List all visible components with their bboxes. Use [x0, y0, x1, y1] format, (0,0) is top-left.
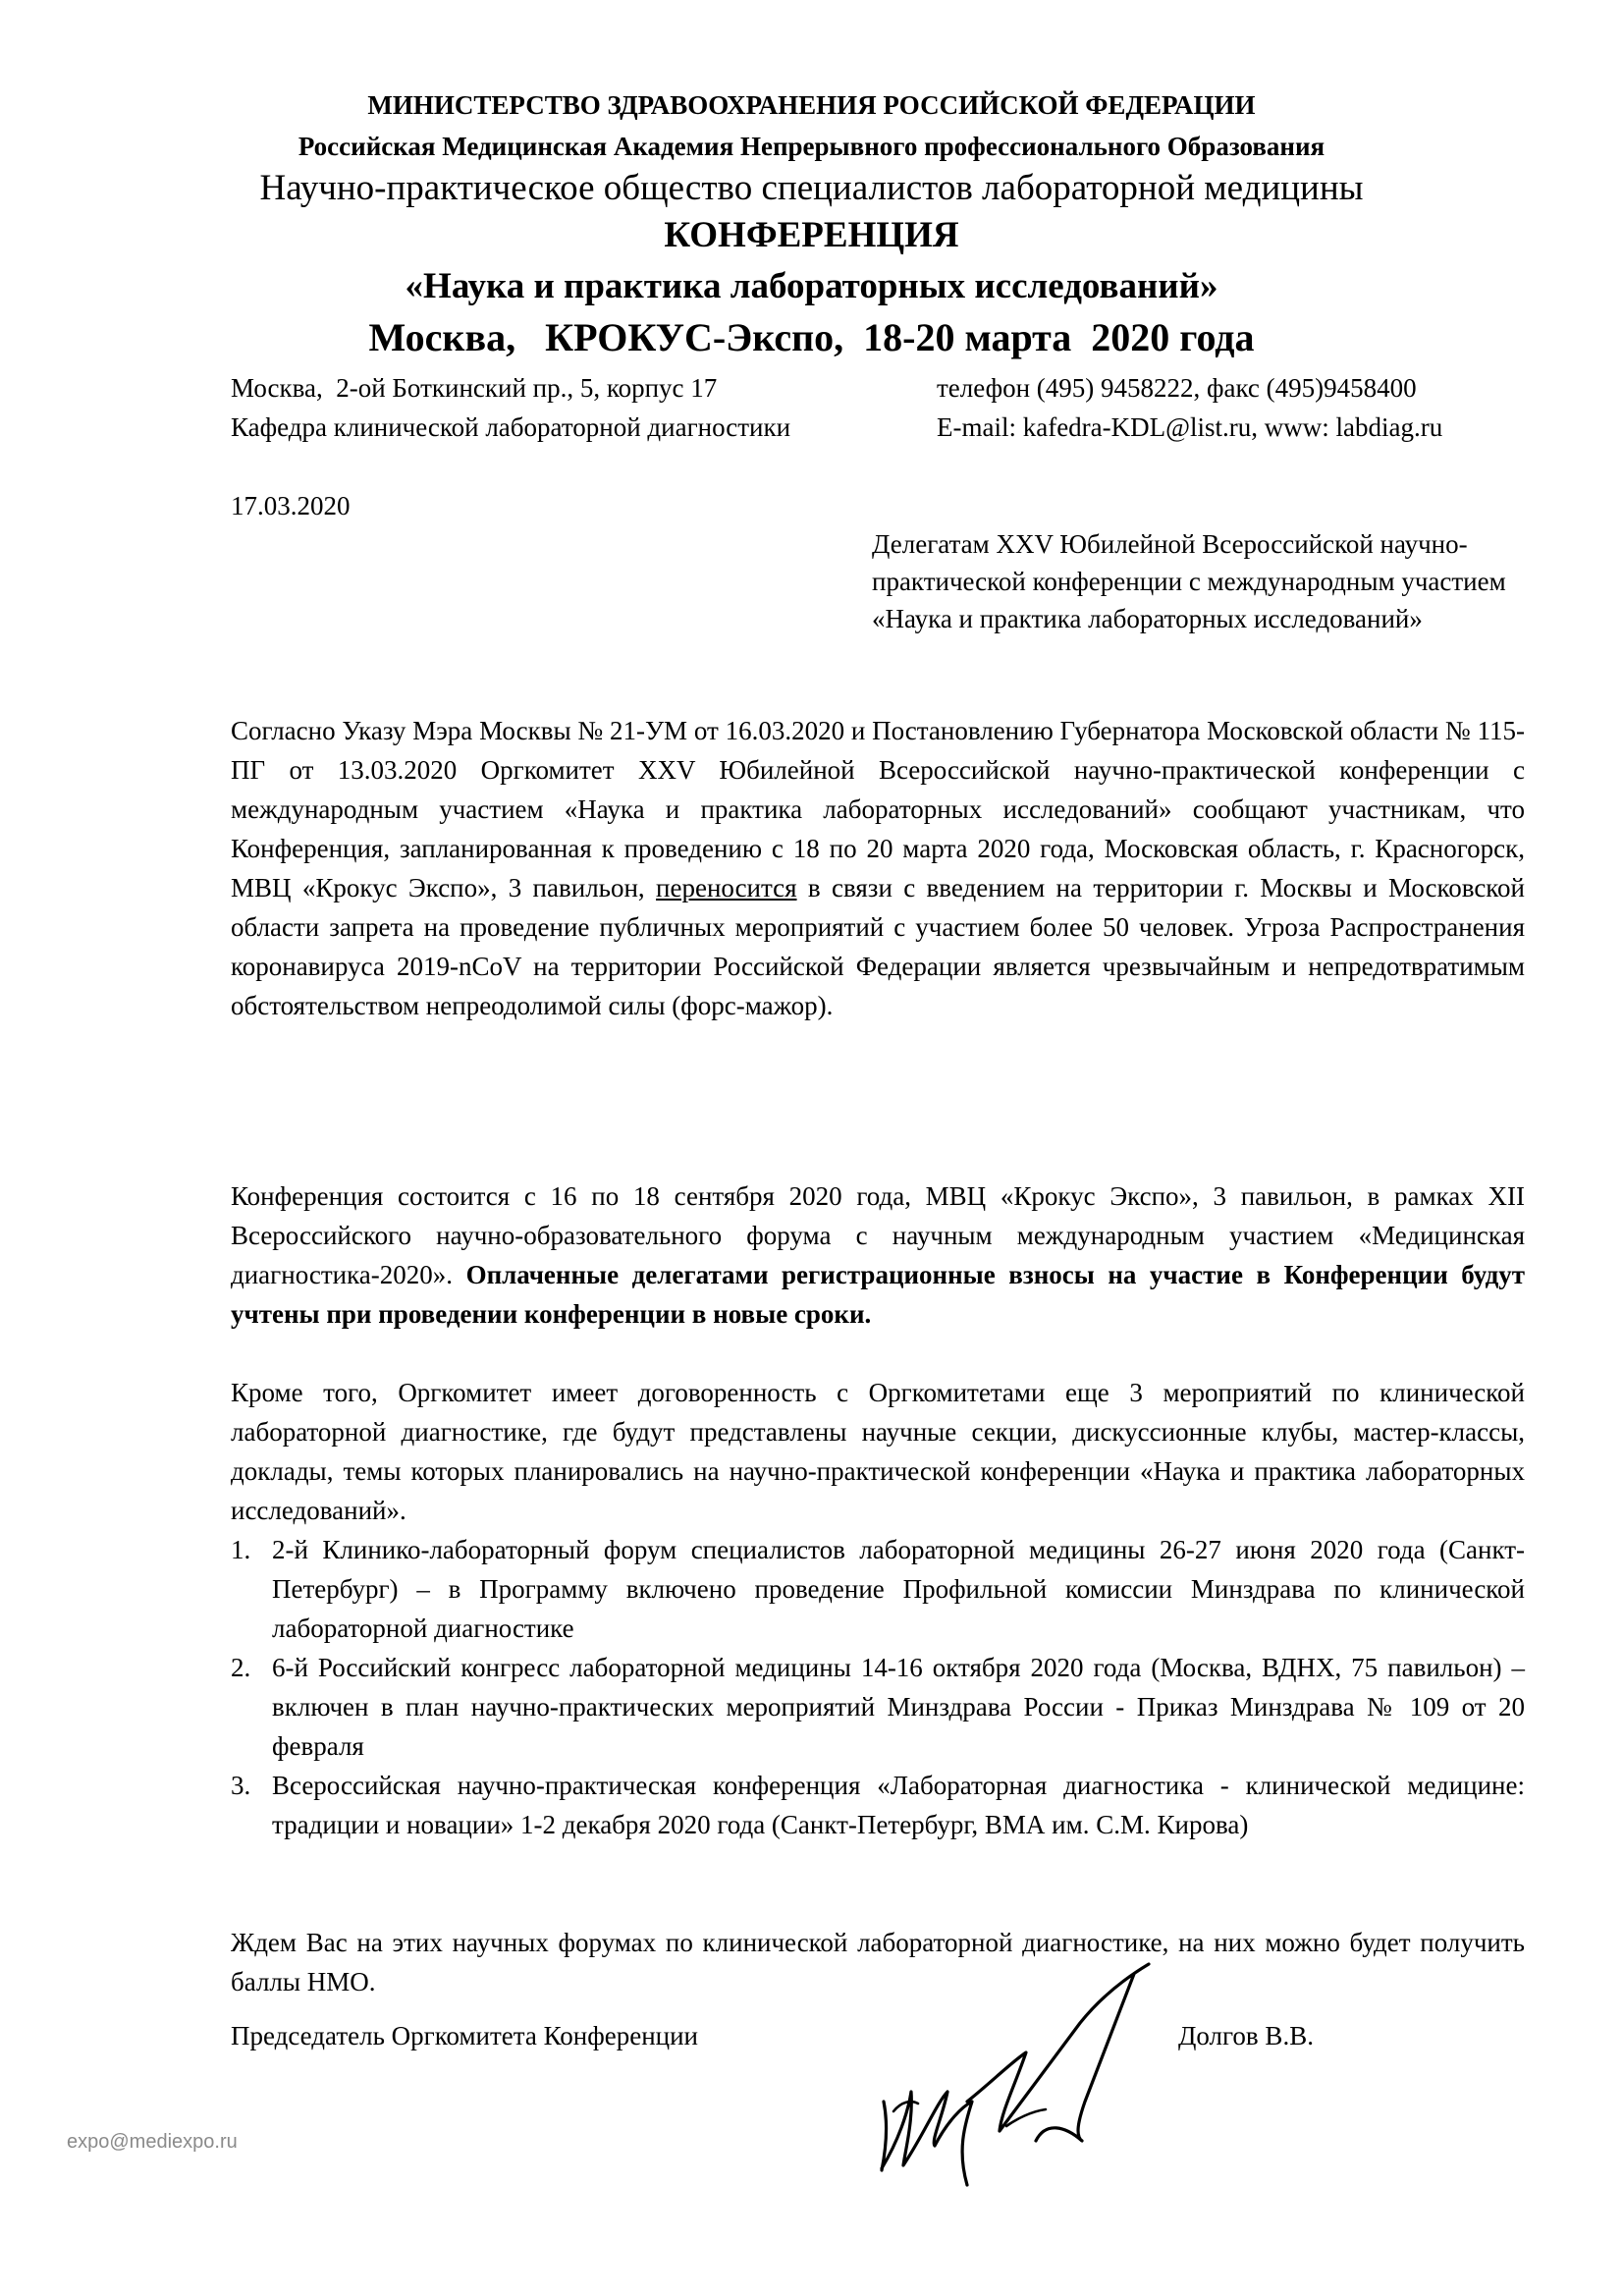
list-item-number: 1.	[231, 1535, 251, 1564]
department-line: Кафедра клинической лабораторной диагностики	[231, 412, 791, 442]
address-line: Москва, 2-ой Боткинский пр., 5, корпус 17	[231, 373, 718, 403]
signatory-name: Долгов В.В.	[1178, 2021, 1314, 2050]
fees-notice: Оплаченные делегатами регистрационные взносы на участие в Конференции будут учтены при проведении конференции в новые сроки.	[231, 1260, 1525, 1329]
addressee-block: Делегатам XXV Юбилейной Всероссийской научно-практической конференции с международным участием «Наука и практика лабораторных исследований»	[872, 529, 1506, 633]
events-list	[231, 1530, 1525, 1844]
handwritten-signature	[854, 1954, 1188, 2195]
list-item	[231, 1766, 1525, 1844]
paragraph-text: Согласно Указу Мэра Москвы № 21-УМ от 16.03.2020 и Постановлению Губернатора Московской области № 115-ПГ от 13.03.2020 Оргкомитет XXV Юбилейной Всероссийской научно-практической конференции с международным участием «Наука и практика лабораторных исследований» сообщают участникам, что Конференция, запланированная к проведению с 18 по 20 марта 2020 года, Московская область, г. Красногорск, МВЦ «Крокус Экспо», 3 павильон,	[231, 716, 1525, 902]
list-item-number: 2.	[231, 1653, 251, 1682]
email-web-line: E-mail: kafedra-KDL@list.ru, www: labdiag.ru	[937, 412, 1443, 442]
paragraph-other-events: Кроме того, Оргкомитет имеет договоренность с Оргкомитетами еще 3 мероприятий по клинической лабораторной диагностике, где будут представлены научные секции, дискуссионные клубы, мастер-классы, доклады, темы которых планировались на научно-практической конференции «Наука и практика лабораторных исследований».	[231, 1378, 1525, 1525]
paragraph-invitation: Ждем Вас на этих научных форумах по клинической лабораторной диагностике, на них можно будет получить баллы НМО.	[231, 1928, 1525, 1996]
paragraph-text: Конференция состоится с 16 по 18 сентября 2020 года, МВЦ «Крокус Экспо», 3 павильон, в рамках XII Всероссийского научно-образовательного форума с научным международным участием «Медицинская диагностика-2020».	[231, 1181, 1525, 1289]
conference-name: «Наука и практика лабораторных исследований»	[405, 266, 1218, 306]
paragraph-postponement	[231, 711, 1525, 1025]
phone-line: телефон (495) 9458222, факс (495)9458400	[937, 373, 1417, 403]
list-item-text: Всероссийская научно-практическая конференция «Лабораторная диагностика - клинической медицине: традиции и новации» 1-2 декабря 2020 года (Санкт-Петербург, ВМА им. С.М. Кирова)	[272, 1771, 1525, 1839]
letter-date: 17.03.2020	[231, 491, 351, 520]
list-item	[231, 1530, 1525, 1648]
list-item	[231, 1648, 1525, 1766]
list-item-text: 2-й Клинико-лабораторный форум специалистов лабораторной медицины 26-27 июня 2020 года (Санкт-Петербург) – в Программу включено проведение Профильной комиссии Минздрава по клинической лабораторной диагностике	[272, 1535, 1525, 1643]
list-item-text: 6-й Российский конгресс лабораторной медицины 14-16 октября 2020 года (Москва, ВДНХ, 75 павильон) – включен в план научно-практических мероприятий Минздрава России - Приказ Минздрава № 109 от 20 февраля	[272, 1653, 1525, 1761]
signatory-title: Председатель Оргкомитета Конференции	[231, 2021, 699, 2050]
conference-place-date: Москва, КРОКУС-Экспо, 18-20 марта 2020 года	[368, 315, 1255, 359]
postponed-word: переносится	[656, 873, 797, 902]
conference-word: КОНФЕРЕНЦИЯ	[664, 215, 959, 255]
paragraph-new-dates	[231, 1176, 1525, 1334]
society-heading: Научно-практическое общество специалистов лабораторной медицины	[259, 168, 1364, 208]
list-item-number: 3.	[231, 1771, 251, 1800]
ministry-heading: МИНИСТЕРСТВО ЗДРАВООХРАНЕНИЯ РОССИЙСКОЙ ФЕДЕРАЦИИ	[367, 90, 1256, 120]
stamp-email: expo@mediexpo.ru	[67, 2131, 238, 2153]
academy-heading: Российская Медицинская Академия Непрерывного профессионального Образования	[298, 132, 1325, 161]
paragraph-text: в связи с введением на территории г. Москвы и Московской области запрета на проведение публичных мероприятий с участием более 50 человек. Угроза Распространения коронавируса 2019-nCoV на территории Российской Федерации является чрезвычайным и непредотвратимым обстоятельством непреодолимой силы (форс-мажор).	[231, 873, 1526, 1020]
